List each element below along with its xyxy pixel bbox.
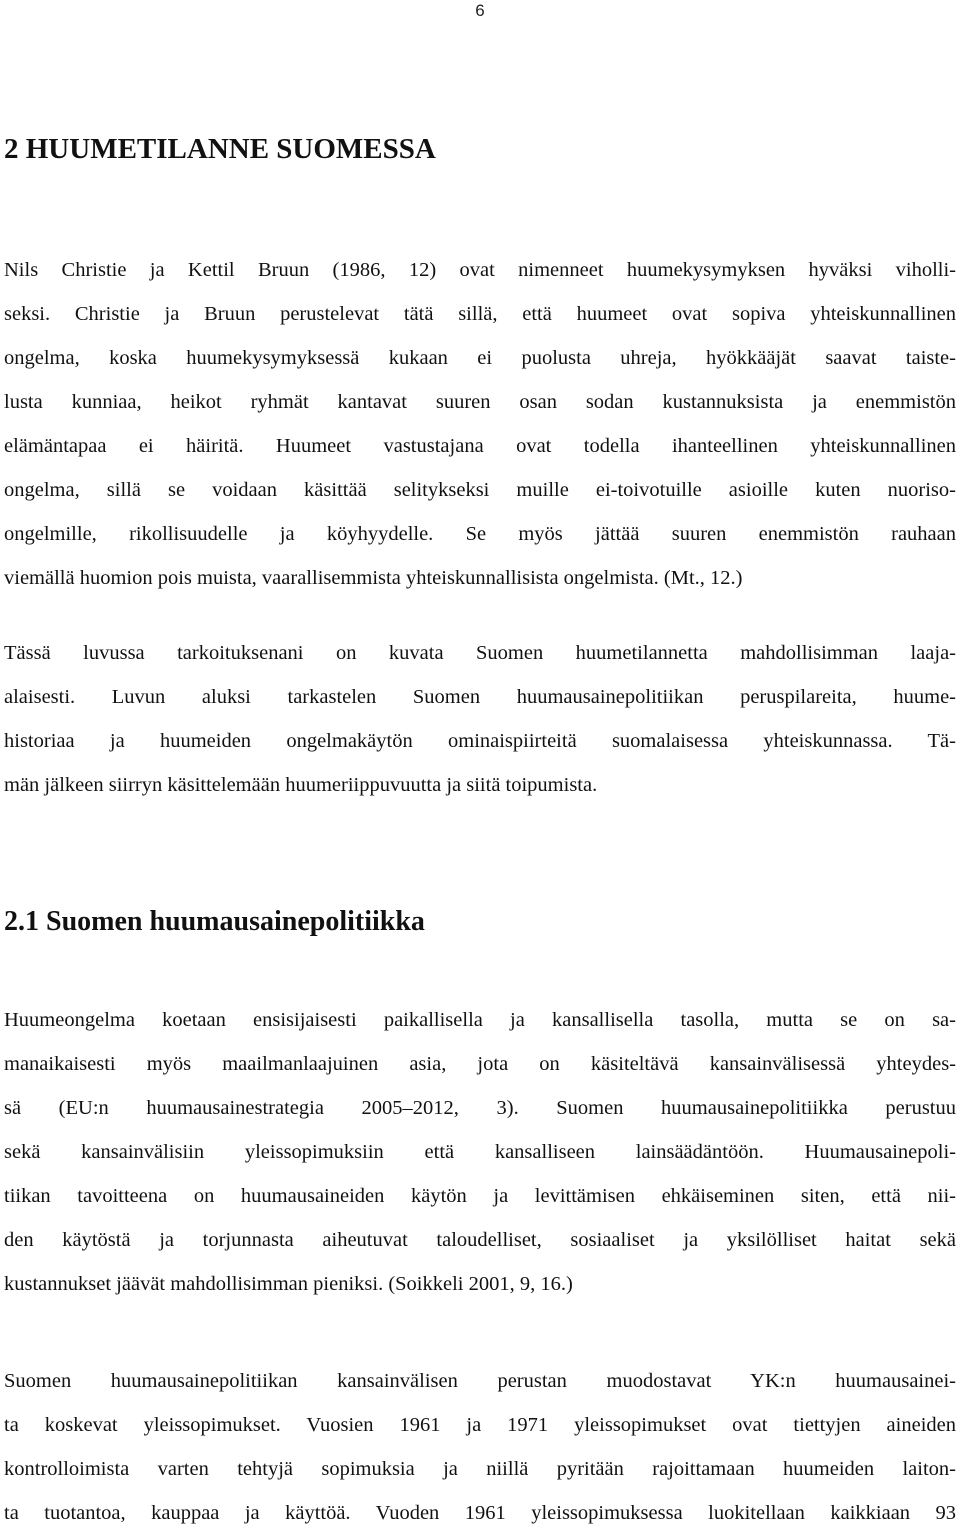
text-line: viemällä huomion pois muista, vaarallisemmista yhteiskunnallisista ongelmista. (Mt., 12.) — [4, 567, 743, 589]
text-line: ta koskevat yleissopimukset. Vuosien 1961 ja 1971 yleissopimukset ovat tiettyjen aineiden — [4, 1414, 956, 1436]
text-line: Tässä luvussa tarkoituksenani on kuvata Suomen huumetilannetta mahdollisimman laaja- — [4, 642, 956, 664]
text-line: ongelma, koska huumekysymyksessä kukaan ei puolusta uhreja, hyökkääjät saavat taiste- — [4, 347, 956, 369]
text-line: kustannukset jäävät mahdollisimman pieniksi. (Soikkeli 2001, 9, 16.) — [4, 1273, 573, 1295]
text-line: Nils Christie ja Kettil Bruun (1986, 12) ovat nimenneet huumekysymyksen hyväksi viholli- — [4, 259, 956, 281]
paragraph-2 — [4, 631, 956, 807]
text-line: sä (EU:n huumausainestrategia 2005–2012, 3). Suomen huumausainepolitiikka perustuu — [4, 1097, 956, 1119]
text-line: Huumeongelma koetaan ensisijaisesti paikallisella ja kansallisella tasolla, mutta se on sa- — [4, 1009, 956, 1031]
text-line: sekä kansainvälisiin yleissopimuksiin että kansalliseen lainsäädäntöön. Huumausainepoli- — [4, 1141, 956, 1163]
text-line: Suomen huumausainepolitiikan kansainvälisen perustan muodostavat YK:n huumausainei- — [4, 1370, 956, 1392]
paragraph-4 — [4, 1359, 956, 1535]
text-line: lusta kunniaa, heikot ryhmät kantavat suuren osan sodan kustannuksista ja enemmistön — [4, 391, 956, 413]
chapter-heading: 2 HUUMETILANNE SUOMESSA — [4, 133, 436, 165]
paragraph-3 — [4, 998, 956, 1306]
page-number: 6 — [475, 1, 485, 20]
text-line: historiaa ja huumeiden ongelmakäytön ominaispiirteitä suomalaisessa yhteiskunnassa. Tä- — [4, 730, 956, 752]
text-line: elämäntapaa ei häiritä. Huumeet vastustajana ovat todella ihanteellinen yhteiskunnallinen — [4, 435, 956, 457]
text-line: tiikan tavoitteena on huumausaineiden käytön ja levittämisen ehkäiseminen siten, että nii- — [4, 1185, 956, 1207]
text-line: den käytöstä ja torjunnasta aiheutuvat taloudelliset, sosiaaliset ja yksilölliset haitat sekä — [4, 1229, 956, 1251]
text-line: ongelmille, rikollisuudelle ja köyhyydelle. Se myös jättää suuren enemmistön rauhaan — [4, 523, 956, 545]
text-line: kontrolloimista varten tehtyjä sopimuksia ja niillä pyritään rajoittamaan huumeiden laiton- — [4, 1458, 956, 1480]
paragraph-1 — [4, 248, 956, 600]
text-line: män jälkeen siirryn käsittelemään huumeriippuvuutta ja siitä toipumista. — [4, 774, 598, 796]
text-line: seksi. Christie ja Bruun perustelevat tätä sillä, että huumeet ovat sopiva yhteiskunnallinen — [4, 303, 956, 325]
text-line: manaikaisesti myös maailmanlaajuinen asia, jota on käsiteltävä kansainvälisessä yhteydes- — [4, 1053, 956, 1075]
text-line: ongelma, sillä se voidaan käsittää selitykseksi muille ei-toivotuille asioille kuten nuoriso- — [4, 479, 956, 501]
section-heading: 2.1 Suomen huumausainepolitiikka — [4, 906, 425, 937]
text-line: ta tuotantoa, kauppaa ja käyttöä. Vuoden 1961 yleissopimuksessa luokitellaan kaikkiaan 93 — [4, 1502, 956, 1524]
text-line: alaisesti. Luvun aluksi tarkastelen Suomen huumausainepolitiikan peruspilareita, huume- — [4, 686, 956, 708]
